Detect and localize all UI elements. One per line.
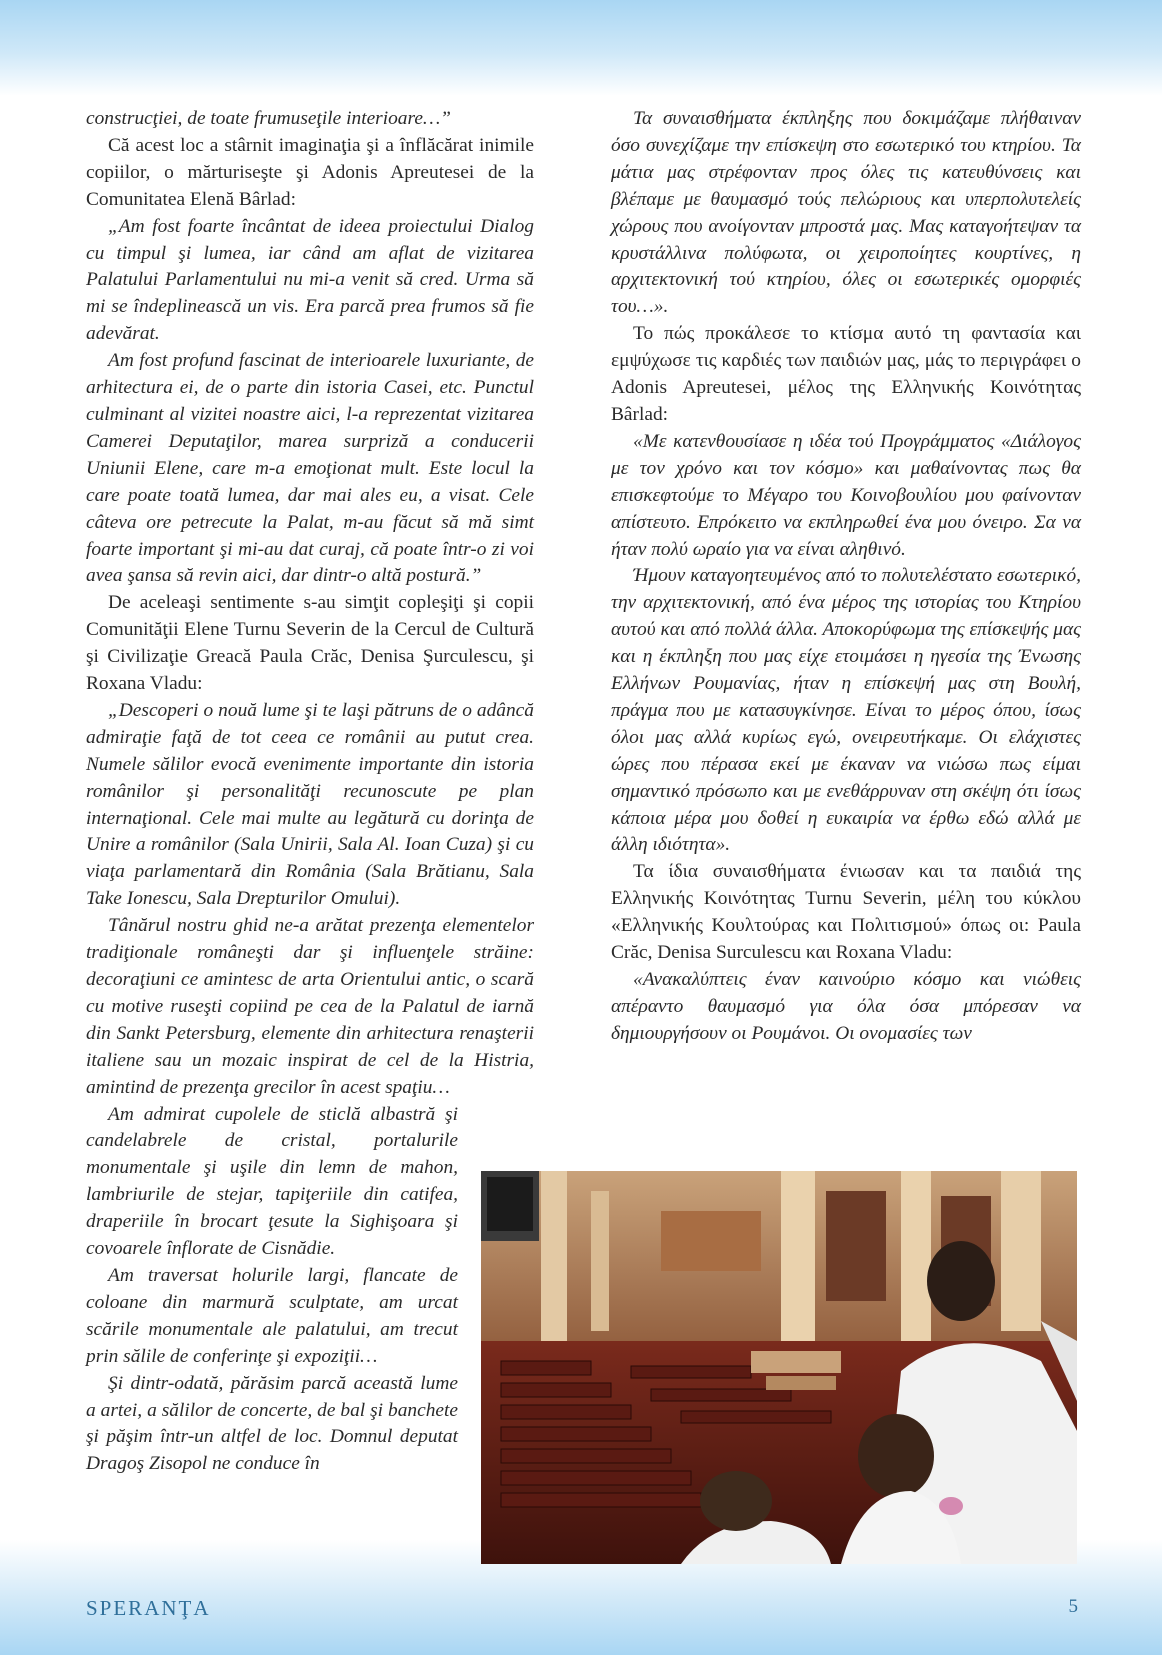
- right-text-column: [611, 106, 1081, 1048]
- paragraph: Că acest loc a stârnit imaginaţia şi a înflăcărat inimile copiilor, o mărturiseşte şi Adonis Apreutesei de la Comunitatea Elenă Bârlad:: [86, 134, 534, 210]
- paragraph: Tânărul nostru ghid ne-a arătat prezenţa elementelor tradiţionale româneşti dar şi influenţele străine: decoraţiuni ce amintesc de arta Orientului antic, o scară cu motive ruseşti copiind pe cea de la Palatul de iarnă din Sankt Petersburg, elemente din arhitectura renaşterii italiene sau un mozaic inspirat de cel de la Histria, amintind de prezenţa grecilor în acest spaţiu…: [86, 915, 534, 1098]
- paragraph: Am traversat holurile largi, flancate de coloane din marmură sculptate, am urcat scările monumentale ale palatului, am trecut prin sălile de conferinţe şi expoziţii…: [86, 1264, 458, 1367]
- paragraph: construcţiei, de toate frumuseţile interioare…”: [86, 108, 451, 129]
- paragraph: „Am fost foarte încântat de ideea proiectului Dialog cu timpul şi lumea, iar când am aflat de vizitarea Palatului Parlamentului nu mi-a venit să cred. Urma să mi se îndeplinească un vis. Era parcă prea frumos să fie adevărat.: [86, 215, 534, 345]
- paragraph: «Με κατενθουσίασε η ιδέα τού Προγράμματος «Διάλογος με τον χρόνο και τον κόσμο» και μαθαίνοντας πως θα επισκεφτούμε το Μέγαρο του Κοινοβουλίου μου φαίνονταν απίστευτο. Επρόκειτο να εκπληρωθεί ένα μου όνειρο. Σα να ήταν πολύ ωραίο για να είναι αληθινό.: [611, 430, 1081, 560]
- left-text-column: [86, 106, 534, 1478]
- page-number: 5: [1068, 1596, 1078, 1617]
- paragraph: Τα συναισθήματα έκπληξης που δοκιμάζαμε πλήθαιναν όσο συνεχίζαμε την επίσκεψη στο εσωτερικό του κτηρίου. Τα μάτια μας στρέφονταν προς όλες τις κατευθύνσεις και βλέπαμε με θαυμασμό τούς πελώριους και υπερπολυτελείς χώρους που ανοίγονταν μπροστά μας. Μας καταγοήτεψαν τα κρυστάλλινα πολύφωτα, οι χειροποίητες κουρτίνες, η αρχιτεκτονική τού κτηρίου, όλες οι εσωτερικές ομορφιές του…».: [611, 108, 1081, 318]
- photo-illustration: [481, 1171, 1077, 1564]
- paragraph: «Ανακαλύπτεις έναν καινούριο κόσμο και νιώθεις απέραντο θαυμασμό για όλα όσα μπόρεσαν να δημιουργήσουν οι Ρουμάνοι. Οι ονομασίες των: [611, 969, 1081, 1044]
- paragraph: Το πώς προκάλεσε το κτίσμα αυτό τη φαντασία και εμψύχωσε τις καρδιές των παιδιών μας, μάς το περιγράφει ο Adonis Apreutesei, μέλος της Ελληνικής Κοινότητας Bârlad:: [611, 323, 1081, 425]
- paragraph: De aceleaşi sentimente s-au simţit copleşiţi şi copii Comunităţii Elene Turnu Severin de la Cercul de Cultură şi Civilizaţie Greacă Paula Crăc, Denisa Şurculescu, şi Roxana Vladu:: [86, 592, 534, 695]
- paragraph: Am fost profund fascinat de interioarele luxuriante, de arhitectura ei, de o parte din istoria Casei, etc. Punctul culminant al vizitei noastre aici, l-a reprezentat vizitarea Camerei Deputaţilor, marea surpriză a conducerii Uniunii Elene, care m-a emoţionat mult. Este locul la care poate toată lumea, dar mai ales eu, a visat. Cele câteva ore petrecute la Palat, m-au făcut să mă simt foarte important şi mi-au dat curaj, că poate într-o zi voi avea şansa să revin aici, dar dintr-o altă postură.”: [86, 350, 534, 587]
- paragraph: Am admirat cupolele de sticlă albastră şi candelabrele de cristal, portalurile monumentale şi uşile din lemn de mahon, lambriurile de stejar, tapiţeriile din catifea, draperiile în brocart ţesute la Sighişoara şi covoarele înflorate de Cisnădie.: [86, 1103, 458, 1260]
- paragraph: Τα ίδια συναισθήματα ένιωσαν και τα παιδιά της Ελληνικής Κοινότητας Turnu Severin, μέλη του κύκλου «Ελληνικής Κουλτούρας και Πολιτισμού» όπως οι: Paula Crăc, Denisa Surculescu και Roxana Vladu:: [611, 861, 1081, 964]
- parliament-chamber-photo: [481, 1171, 1077, 1564]
- paragraph: Ήμουν καταγοητευμένος από το πολυτελέστατο εσωτερικό, την αρχιτεκτονική, από ένα μέρος της ιστορίας του Κτηρίου αυτού και από πολλά άλλα. Αποκορύφωμα της επίσκεψής μας και η έκπληξη που μας είχε ετοιμάσει η ηγεσία της Ένωσης Ελλήνων Ρουμανίας, ήταν η επίσκεψή μας στη Βουλή, πράγμα που με κατασυγκίνησε. Είναι το μέρος όπου, ίσως όλοι μας αλλά κυρίως εγώ, ονειρευτήκαμε. Οι ελάχιστες ώρες που πέρασα εκεί με έκαναν να νιώσω πως είμαι σημαντικό πρόσωπο και με ενεθάρρυναν στη σκέψη ότι ίσως κάποια μέρα μου δοθεί η ευκαιρία να έρθω εδώ αλλά με άλλη ιδιότητα».: [611, 565, 1081, 856]
- magazine-title: SPERANŢA: [86, 1596, 211, 1620]
- page-header-band: [0, 0, 1162, 96]
- paragraph: „Descoperi o nouă lume şi te laşi pătruns de o adâncă admiraţie faţă de tot ceea ce românii au putut crea. Numele sălilor evocă evenimente importante din istoria românilor şi personalităţi recunoscute pe plan internaţional. Cele mai multe au legătură cu dorinţa de Unire a românilor (Sala Unirii, Sala Al. Ioan Cuza) şi cu viaţa parlamentară din România (Sala Brătianu, Sala Take Ionescu, Sala Drepturilor Omului).: [86, 699, 534, 910]
- paragraph: Şi dintr-odată, părăsim parcă această lume a artei, a sălilor de concerte, de bal şi banchete şi păşim într-un altfel de loc. Domnul deputat Dragoş Zisopol ne conduce în: [86, 1372, 458, 1475]
